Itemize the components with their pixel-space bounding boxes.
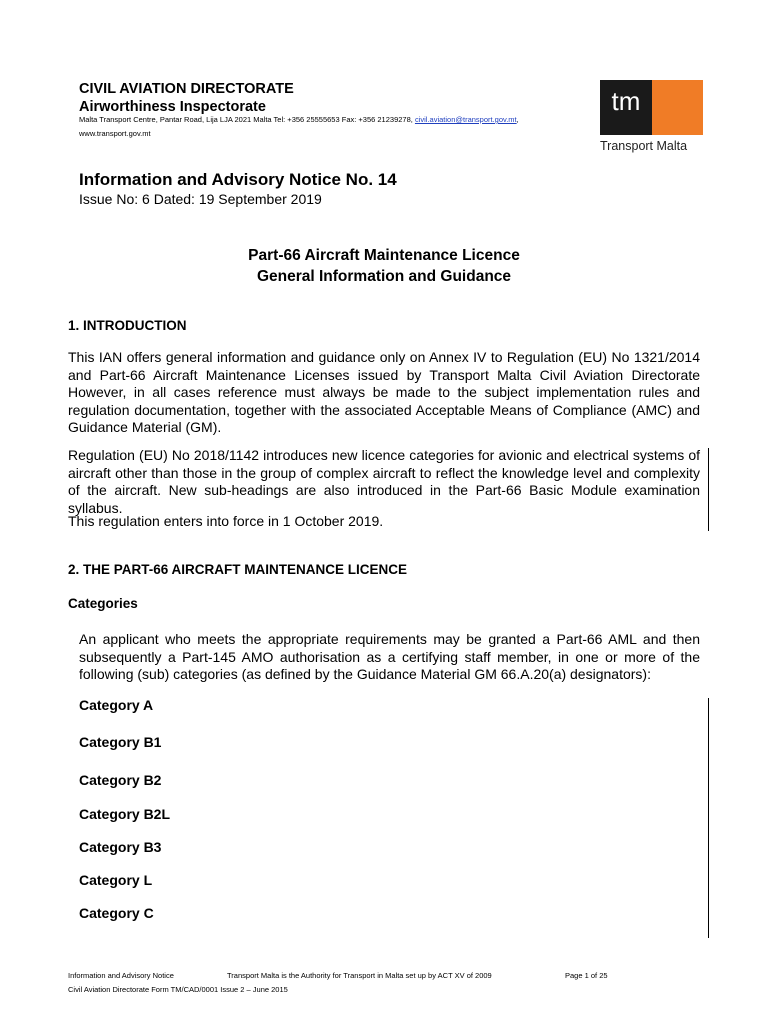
- issue-info: Issue No: 6 Dated: 19 September 2019: [79, 191, 322, 207]
- category-item: Category B2L: [79, 806, 171, 822]
- doc-title-line2: General Information and Guidance: [256, 268, 512, 285]
- doc-title-line1: Part-66 Aircraft Maintenance Licence: [248, 247, 520, 264]
- intro-paragraph-2: Regulation (EU) No 2018/1142 introduces new licence categories for avionic and electrical systems of aircraft other than those in the group of complex aircraft to reflect the knowledge level and complexity of the aircraft. New sub-headings are also introduced in the Part-66 Basic Module examination syllabus.: [68, 447, 700, 516]
- category-item: Category A: [79, 697, 154, 713]
- logo-caption: Transport Malta: [600, 139, 688, 153]
- notice-title: Information and Advisory Notice No. 14: [79, 170, 397, 189]
- org-name: CIVIL AVIATION DIRECTORATE: [79, 81, 294, 97]
- section-2-heading: 2. THE PART-66 AIRCRAFT MAINTENANCE LICENCE: [68, 562, 408, 577]
- change-bar: [708, 698, 709, 938]
- intro-paragraph-1: This IAN offers general information and guidance only on Annex IV to Regulation (EU) No 1321/2014 and Part-66 Aircraft Maintenance Licenses issued by Transport Malta Civil Aviation Directorate However, in all cases reference must always be made to the subject implementation rules and regulation documentation, together with the associated Acceptable Means of Compliance (AMC) and Guidance Material (GM).: [68, 349, 700, 435]
- address-end: ,: [516, 115, 519, 124]
- department-name: Airworthiness Inspectorate: [79, 99, 266, 115]
- category-item: Category L: [79, 872, 153, 888]
- form-reference: Civil Aviation Directorate Form TM/CAD/0001 Issue 2 – June 2015: [68, 985, 288, 994]
- address-text: Malta Transport Centre, Pantar Road, Lija LJA 2021 Malta Tel: +356 25555653 Fax: +356 21239278,: [79, 115, 413, 124]
- email-link[interactable]: civil.aviation@transport.gov.mt: [414, 115, 517, 124]
- category-item: Category B2: [79, 772, 162, 788]
- section-1-heading: 1. INTRODUCTION: [68, 318, 187, 333]
- category-item: Category B3: [79, 839, 162, 855]
- logo-orange-block: [652, 80, 703, 135]
- page-number: Page 1 of 25: [565, 971, 608, 980]
- category-item: Category C: [79, 905, 154, 921]
- address-line: [79, 115, 519, 124]
- categories-intro-paragraph: An applicant who meets the appropriate requirements may be granted a Part-66 AML and then subsequently a Part-145 AMO authorisation as a certifying staff member, in one or more of the following (sub) categories (as defined by the Guidance Material GM 66.A.20(a) designators):: [79, 631, 700, 682]
- intro-paragraph-3: This regulation enters into force in 1 October 2019.: [68, 513, 384, 529]
- footer-left: Information and Advisory Notice: [68, 971, 174, 980]
- categories-subheading: Categories: [68, 596, 138, 611]
- website-text: www.transport.gov.mt: [79, 129, 151, 138]
- footer-center: Transport Malta is the Authority for Transport in Malta set up by ACT XV of 2009: [227, 971, 492, 980]
- change-bar: [708, 448, 709, 531]
- category-item: Category B1: [79, 734, 162, 750]
- transport-malta-logo: [600, 80, 703, 135]
- logo-mark: tm: [611, 86, 641, 116]
